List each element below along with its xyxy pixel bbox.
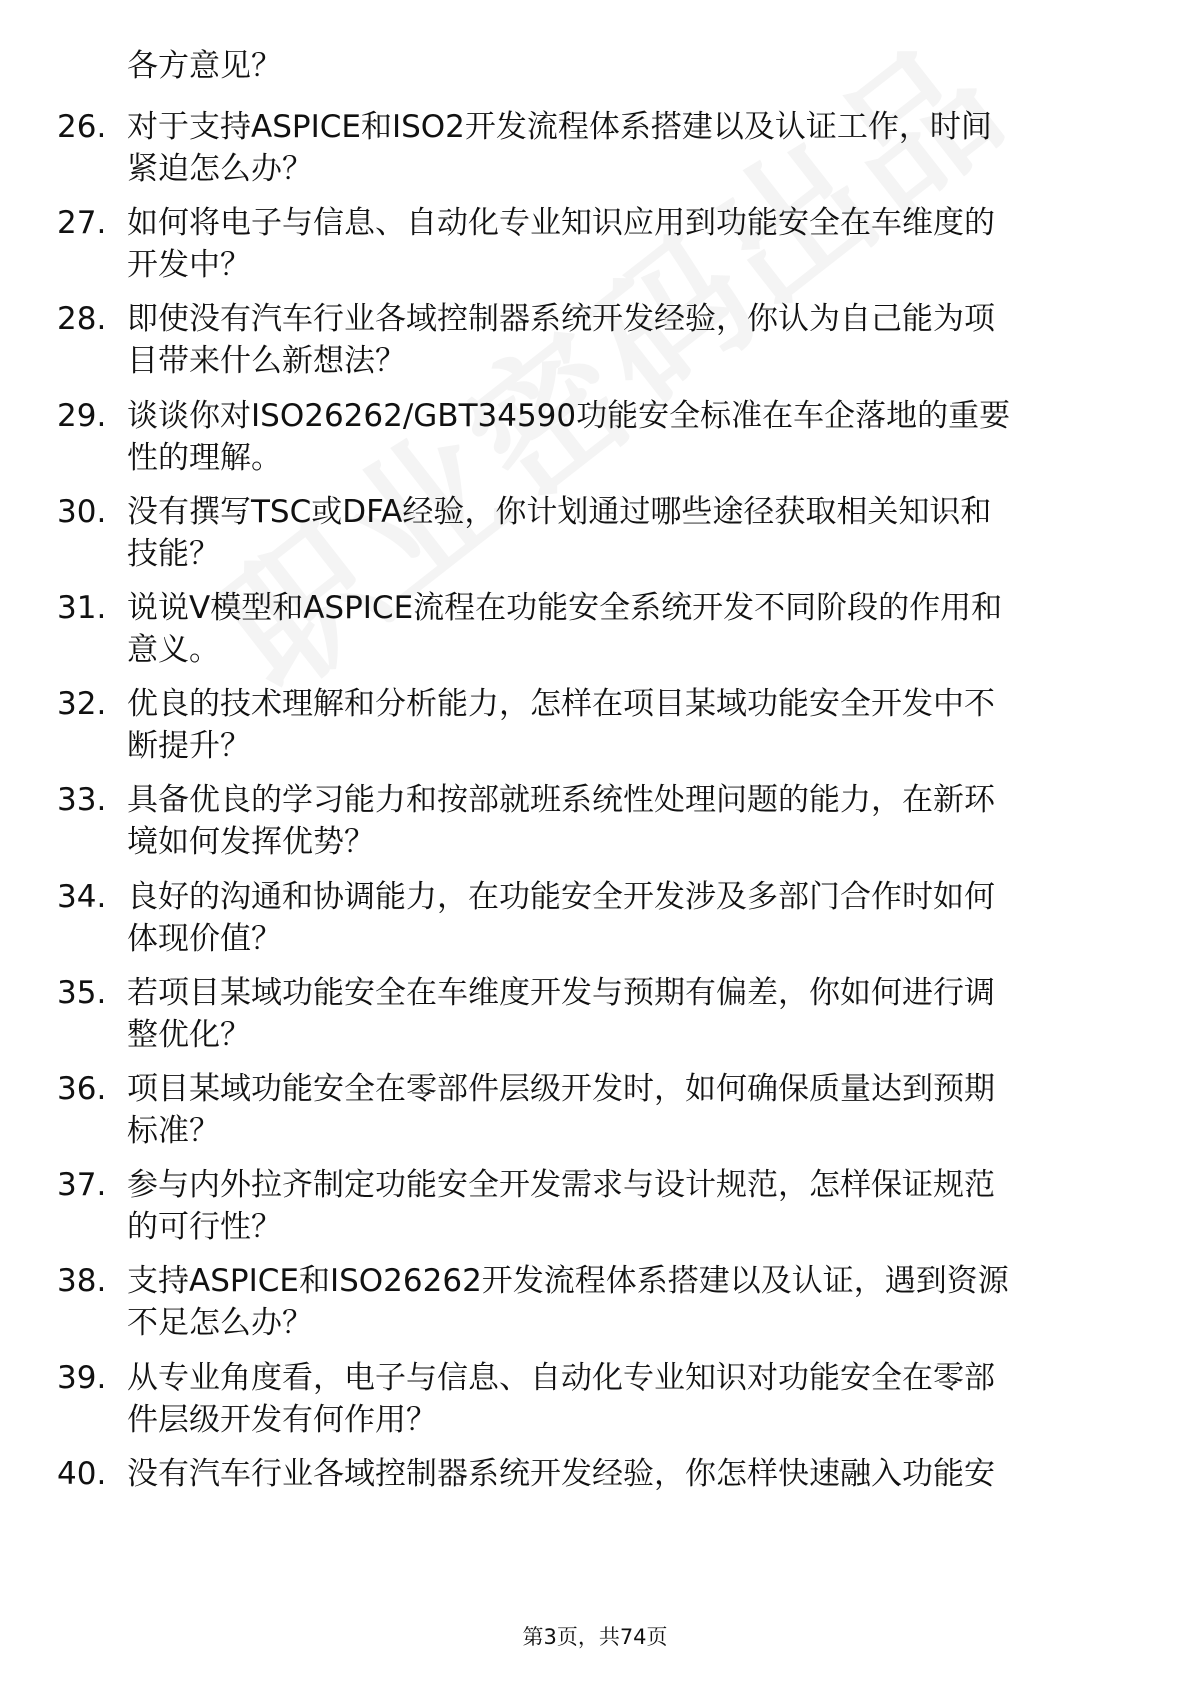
question-text-line1: 优良的技术理解和分析能力，怎样在项目某域功能安全开发中不	[127, 686, 995, 723]
question-number: 31.	[57, 590, 107, 626]
question-text-line2: 件层级开发有何作用？	[127, 1401, 437, 1438]
question-text-line1: 参与内外拉齐制定功能安全开发需求与设计规范，怎样保证规范	[127, 1167, 995, 1204]
question-text-line1: 若项目某域功能安全在车维度开发与预期有偏差，你如何进行调	[127, 974, 995, 1011]
question-text-line2: 标准？	[127, 1113, 220, 1149]
question-text-line2: 意义。	[127, 632, 220, 668]
question-text-line1: 具备优良的学习能力和按部就班系统性处理问题的能力，在新环	[127, 782, 995, 819]
question-text-line1: 说说V模型和ASPICE流程在功能安全系统开发不同阶段的作用和	[127, 590, 1003, 626]
question-number: 39.	[57, 1359, 107, 1396]
page-footer: 第3页，共74页	[522, 1625, 668, 1649]
continuation-text: 各方意见？	[127, 48, 282, 84]
question-text-line1: 支持ASPICE和ISO26262开发流程体系搭建以及认证，遇到资源	[127, 1263, 1009, 1300]
question-number: 33.	[57, 782, 107, 819]
question-number: 27.	[57, 205, 107, 242]
question-number: 26.	[57, 109, 107, 145]
question-number: 38.	[57, 1263, 107, 1300]
question-text-line2: 境如何发挥优势？	[127, 824, 375, 861]
question-number: 32.	[57, 686, 107, 723]
question-text-line2: 断提升？	[127, 728, 251, 765]
question-text-line2: 目带来什么新想法？	[127, 343, 406, 380]
question-text-line1: 对于支持ASPICE和ISO2开发流程体系搭建以及认证工作，时间	[127, 109, 992, 145]
question-text-line1: 谈谈你对ISO26262/GBT34590功能安全标准在车企落地的重要	[127, 397, 1011, 434]
question-number: 30.	[57, 493, 107, 530]
question-text-line1: 没有撰写TSC或DFA经验，你计划通过哪些途径获取相关知识和	[127, 493, 992, 530]
question-text-line2: 整优化？	[127, 1016, 251, 1053]
question-number: 35.	[57, 974, 107, 1011]
question-text-line2: 体现价值？	[127, 920, 282, 957]
question-number: 36.	[57, 1071, 107, 1107]
question-text-line1: 没有汽车行业各域控制器系统开发经验，你怎样快速融入功能安	[127, 1455, 995, 1492]
question-text-line2: 不足怎么办？	[127, 1305, 313, 1342]
question-number: 29.	[57, 397, 107, 434]
question-text-line2: 技能？	[127, 535, 220, 572]
question-number: 28.	[57, 301, 107, 338]
question-number: 37.	[57, 1167, 107, 1204]
question-text-line1: 项目某域功能安全在零部件层级开发时，如何确保质量达到预期	[127, 1071, 995, 1107]
question-text-line1: 即使没有汽车行业各域控制器系统开发经验，你认为自己能为项	[127, 301, 995, 338]
question-text-line2: 开发中？	[127, 247, 251, 284]
question-text-line1: 良好的沟通和协调能力，在功能安全开发涉及多部门合作时如何	[127, 878, 995, 915]
question-number: 40.	[57, 1455, 107, 1492]
question-text-line2: 的可行性？	[127, 1209, 282, 1246]
question-text-line1: 如何将电子与信息、自动化专业知识应用到功能安全在车维度的	[127, 205, 995, 242]
question-text-line1: 从专业角度看，电子与信息、自动化专业知识对功能安全在零部	[127, 1359, 995, 1396]
question-text-line2: 紧迫怎么办？	[127, 151, 313, 187]
question-text-line2: 性的理解。	[127, 439, 282, 476]
question-number: 34.	[57, 878, 107, 915]
